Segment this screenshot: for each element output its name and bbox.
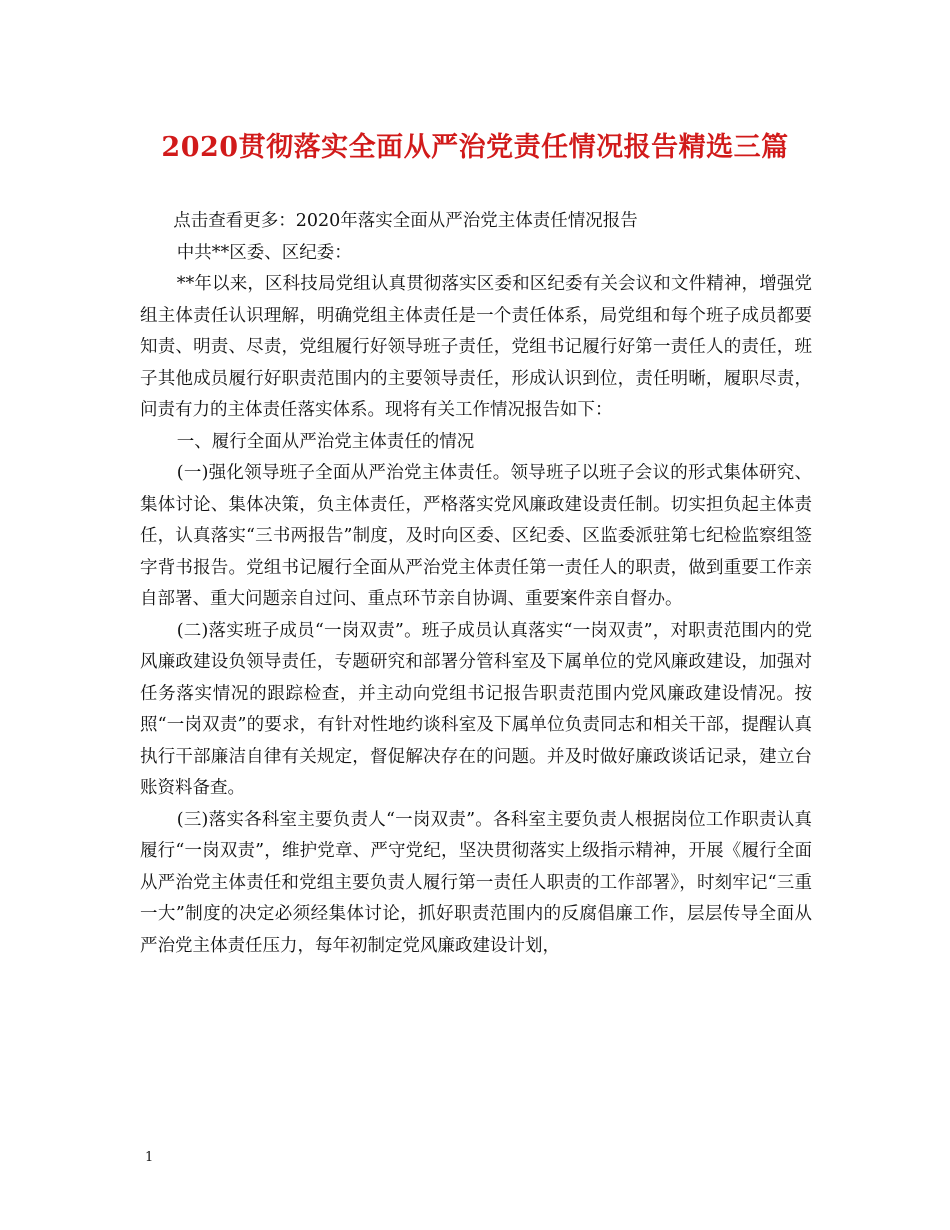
section-heading: 一、履行全面从严治党主体责任的情况 (176, 431, 475, 452)
paragraph-item-2: (二)落实班子成员“一岗双责”。班子成员认真落实“一岗双责”，对职责范围内的党风廉政建设负领导责任，专题研究和部署分管科室及下属单位的党风廉政建设，加强对任务落实情况的跟踪检查，并主动向党组书记报告职责范围内党风廉政建设情况。按照“一岗双责”的要求，有针对性地约谈科室及下属单位负责同志和相关干部，提醒认真执行干部廉洁自律有关规定，督促解决存在的问题。并及时做好廉政谈话记录，建立台账资料备查。 (140, 620, 812, 798)
paragraph-salutation: 中共**区委、区纪委： (176, 242, 352, 263)
paragraph-more-link: 点击查看更多：2020年落实全面从严治党主体责任情况报告 (173, 211, 638, 231)
page-number: 1 (145, 1150, 154, 1165)
paragraph-item-1: (一)强化领导班子全面从严治党主体责任。领导班子以班子会议的形式集体研究、集体讨论、集体决策，负主体责任，严格落实党风廉政建设责任制。切实担负起主体责任，认真落实“三书两报告”制度，及时向区委、区纪委、区监委派驻第七纪检监察组签字背书报告。党组书记履行全面从严治党主体责任第一责任人的职责，做到重要工作亲自部署、重大问题亲自过问、重点环节亲自协调、重要案件亲自督办。 (140, 463, 812, 609)
document-body (140, 206, 812, 962)
document-title: 2020贯彻落实全面从严治党责任情况报告精选三篇 (161, 132, 789, 163)
paragraph-item-3: (三)落实各科室主要负责人“一岗双责”。各科室主要负责人根据岗位工作职责认真履行“一岗双责”，维护党章、严守党纪，坚决贯彻落实上级指示精神，开展《履行全面从严治党主体责任和党组主要负责人履行第一责任人职责的工作部署》，时刻牢记“三重一大”制度的决定必须经集体讨论，抓好职责范围内的反腐倡廉工作，层层传导全面从严治党主体责任压力，每年初制定党风廉政建设计划， (140, 809, 812, 956)
paragraph-intro: **年以来，区科技局党组认真贯彻落实区委和区纪委有关会议和文件精神，增强党组主体责任认识理解，明确党组主体责任是一个责任体系，局党组和每个班子成员都要知责、明责、尽责，党组履行好领导班子责任，党组书记履行好第一责任人的责任，班子其他成员履行好职责范围内的主要领导责任，形成认识到位，责任明晰，履职尽责，问责有力的主体责任落实体系。现将有关工作情况报告如下： (140, 274, 812, 420)
